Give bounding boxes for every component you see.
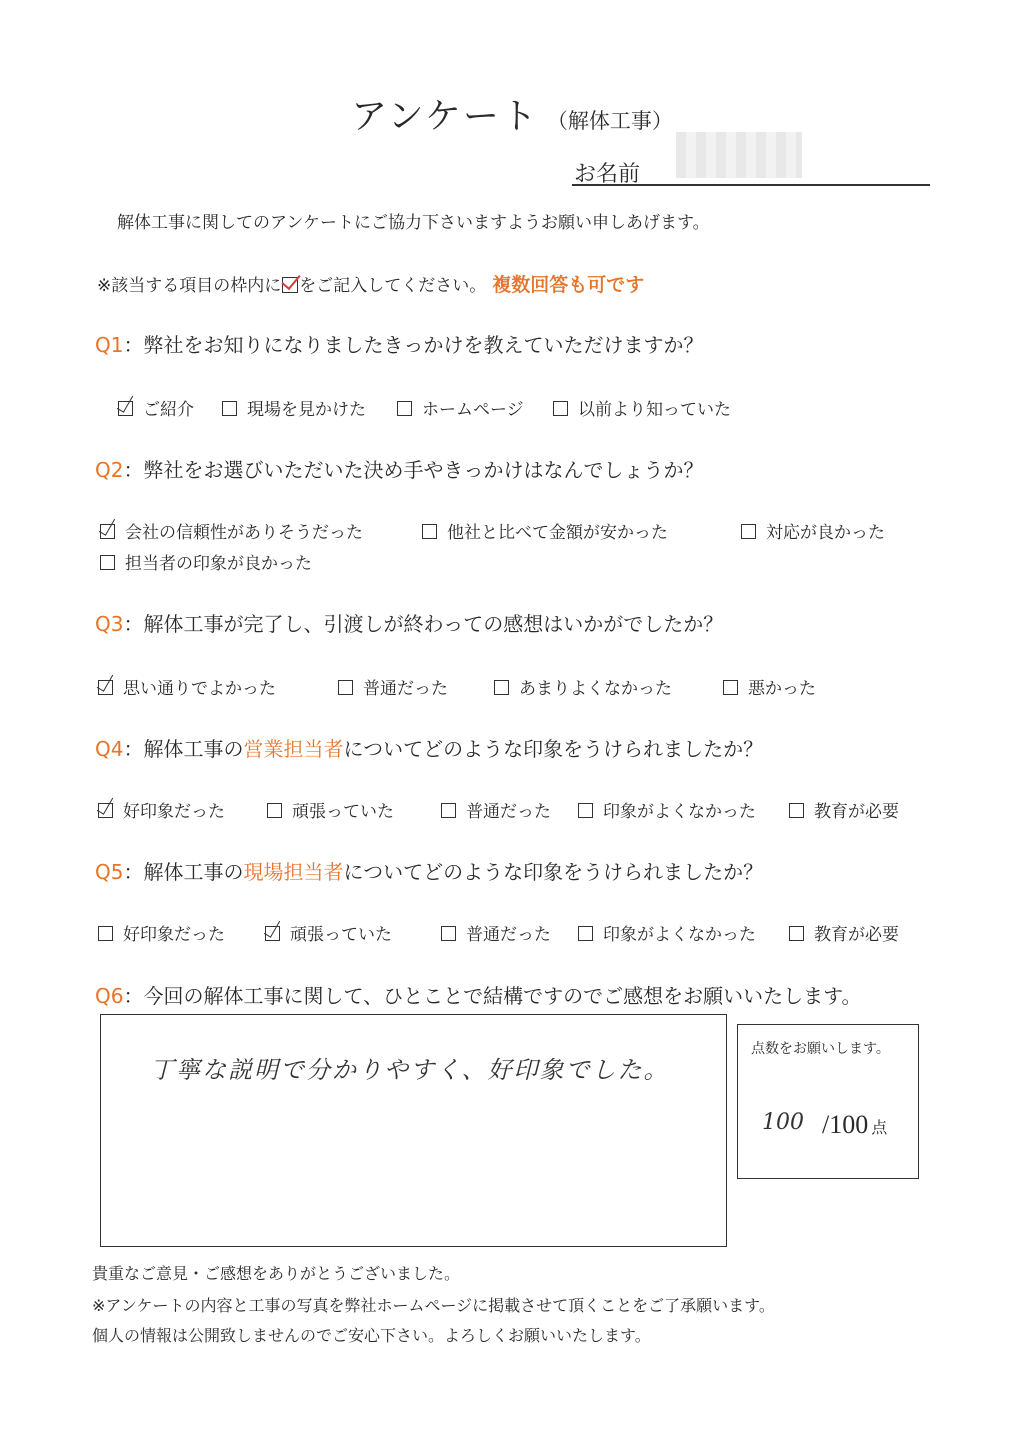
note-after: をご記入してください。	[299, 276, 487, 296]
q5-option-3[interactable]	[441, 920, 551, 945]
checkbox-checked-icon[interactable]	[98, 803, 113, 818]
option-label: 現場を見かけた	[247, 400, 366, 420]
q4-option-2[interactable]	[267, 797, 394, 822]
q3-text: ：解体工事が完了し、引渡しが終わっての感想はいかがでしたか？	[123, 612, 724, 636]
option-label: 頑張っていた	[292, 802, 394, 822]
checkbox-icon[interactable]	[222, 401, 237, 416]
option-label: 印象がよくなかった	[603, 925, 756, 945]
checkbox-icon[interactable]	[338, 680, 353, 695]
survey-title	[0, 88, 1024, 139]
name-label: お名前	[574, 162, 641, 187]
score-label: 点数をお願いします。	[751, 1041, 890, 1057]
checkbox-icon[interactable]	[422, 524, 437, 539]
q3-option-2[interactable]	[338, 674, 448, 699]
option-label: 他社と比べて金額が安かった	[447, 523, 668, 543]
q5-option-4[interactable]	[578, 920, 756, 945]
handwritten-comment: 丁寧な説明で分かりやすく、好印象でした。	[150, 1056, 670, 1084]
option-label: 悪かった	[748, 679, 816, 699]
option-label: 教育が必要	[814, 925, 899, 945]
option-label: 会社の信頼性がありそうだった	[125, 523, 363, 543]
option-label: 思い通りでよかった	[123, 679, 276, 699]
plural-note: 複数回答も可です	[492, 274, 645, 296]
q4-option-3[interactable]	[441, 797, 551, 822]
title-text: アンケート	[351, 96, 539, 137]
q6-number: Q6	[95, 984, 124, 1008]
checkbox-checked-icon[interactable]	[98, 680, 113, 695]
checkbox-icon[interactable]	[397, 401, 412, 416]
red-check-icon	[282, 277, 298, 293]
q3-option-3[interactable]	[494, 674, 672, 699]
score-total	[822, 1110, 887, 1140]
footer-thanks: 貴重なご意見・ご感想をありがとうございました。	[92, 1264, 461, 1283]
question-q4	[95, 733, 763, 762]
question-q1	[95, 329, 703, 358]
option-label: 教育が必要	[814, 802, 899, 822]
question-q3	[95, 608, 723, 637]
checkbox-icon[interactable]	[441, 803, 456, 818]
q2-option-2[interactable]	[422, 518, 668, 543]
score-unit: 点	[871, 1118, 888, 1137]
q4-highlight: 営業担当者	[243, 737, 344, 761]
option-label: 以前より知っていた	[578, 400, 731, 420]
checkbox-icon[interactable]	[723, 680, 738, 695]
checkbox-icon[interactable]	[789, 803, 804, 818]
q4-option-1[interactable]	[98, 797, 225, 822]
option-label: ホームページ	[422, 400, 524, 420]
checkbox-icon[interactable]	[100, 555, 115, 570]
checkbox-icon[interactable]	[578, 926, 593, 941]
q3-option-4[interactable]	[723, 674, 816, 699]
checkbox-icon[interactable]	[267, 803, 282, 818]
name-redacted	[676, 132, 802, 178]
q1-option-1[interactable]	[118, 395, 194, 420]
intro-text: 解体工事に関してのアンケートにご協力下さいますようお願い申しあげます。	[117, 213, 710, 233]
option-label: 担当者の印象が良かった	[125, 554, 312, 574]
note-before: ※該当する項目の枠内に	[97, 276, 282, 296]
q2-option-1[interactable]	[100, 518, 363, 543]
score-max: /100	[822, 1110, 869, 1139]
instruction-note	[97, 270, 644, 297]
footer-consent: ※アンケートの内容と工事の写真を弊社ホームページに掲載させて頂くことをご了承願います。	[92, 1296, 775, 1315]
footer-privacy: 個人の情報は公開致しませんのでご安心下さい。よろしくお願いいたします。	[92, 1326, 651, 1345]
handwritten-score: 100	[762, 1110, 804, 1135]
q2-option-4[interactable]	[100, 549, 312, 574]
option-label: 印象がよくなかった	[603, 802, 756, 822]
comment-box[interactable]	[100, 1014, 727, 1247]
q4-text-after: についてどのような印象をうけられましたか？	[343, 737, 764, 761]
q5-highlight: 現場担当者	[243, 860, 344, 884]
q5-text-after: についてどのような印象をうけられましたか？	[343, 860, 764, 884]
option-label: 頑張っていた	[290, 925, 392, 945]
option-label: あまりよくなかった	[519, 679, 672, 699]
checkbox-checked-icon[interactable]	[118, 401, 133, 416]
checkbox-checked-icon[interactable]	[265, 926, 280, 941]
checkbox-icon[interactable]	[441, 926, 456, 941]
q5-number: Q5	[95, 860, 124, 884]
q2-text: ：弊社をお選びいただいた決め手やきっかけはなんでしょうか？	[123, 458, 704, 482]
q4-option-5[interactable]	[789, 797, 899, 822]
question-q2	[95, 454, 703, 483]
q2-option-3[interactable]	[741, 518, 885, 543]
option-label: ご紹介	[143, 400, 194, 420]
option-label: 普通だった	[363, 679, 448, 699]
q4-option-4[interactable]	[578, 797, 756, 822]
name-underline	[572, 184, 930, 186]
option-label: 好印象だった	[123, 802, 225, 822]
option-label: 普通だった	[466, 802, 551, 822]
q5-option-1[interactable]	[98, 920, 225, 945]
checkbox-icon[interactable]	[578, 803, 593, 818]
q4-number: Q4	[95, 737, 124, 761]
option-label: 普通だった	[466, 925, 551, 945]
question-q6	[95, 980, 861, 1009]
checkbox-icon[interactable]	[741, 524, 756, 539]
q3-number: Q3	[95, 612, 124, 636]
q5-option-5[interactable]	[789, 920, 899, 945]
q1-text: ：弊社をお知りになりましたきっかけを教えていただけますか？	[123, 333, 704, 357]
checkbox-checked-icon[interactable]	[100, 524, 115, 539]
q3-option-1[interactable]	[98, 674, 276, 699]
q5-option-2[interactable]	[265, 920, 392, 945]
q4-text-before: ：解体工事の	[123, 737, 244, 761]
checkbox-icon[interactable]	[494, 680, 509, 695]
checkbox-icon[interactable]	[98, 926, 113, 941]
q6-text: ：今回の解体工事に関して、ひとことで結構ですのでご感想をお願いいたします。	[123, 984, 862, 1008]
checkbox-icon[interactable]	[789, 926, 804, 941]
q5-text-before: ：解体工事の	[123, 860, 244, 884]
q1-option-4[interactable]	[553, 395, 731, 420]
q2-number: Q2	[95, 458, 124, 482]
q1-option-3[interactable]	[397, 395, 524, 420]
q1-number: Q1	[95, 333, 124, 357]
checkbox-icon[interactable]	[553, 401, 568, 416]
subtitle-text: （解体工事）	[546, 109, 673, 133]
option-label: 好印象だった	[123, 925, 225, 945]
option-label: 対応が良かった	[766, 523, 885, 543]
q1-option-2[interactable]	[222, 395, 366, 420]
question-q5	[95, 856, 763, 885]
